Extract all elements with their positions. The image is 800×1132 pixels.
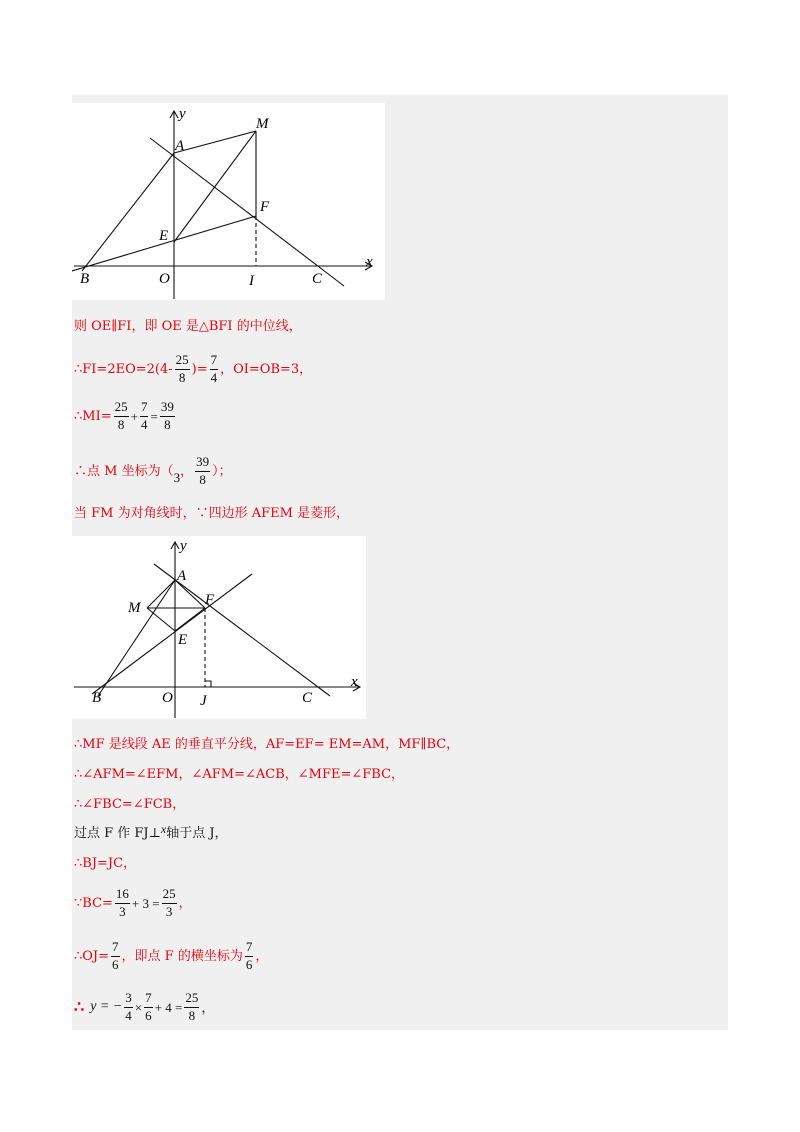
label-E: E [159,228,169,244]
line-8-text: ∴∠FBC=∠FCB， [74,797,186,812]
line-9-pre: 过点 F 作 FJ⊥ [74,826,161,841]
label-O: O [159,271,170,287]
fraction: $\frac{3}{4}$ [125,990,132,1023]
label-E: E [178,632,188,648]
label-A: A [175,138,185,154]
label-y: y [179,106,186,122]
label-C: C [312,271,323,287]
plus-sign: + [130,408,138,424]
fraction: $\frac{7}{6}$ [245,939,253,972]
segment-EM [174,131,256,242]
line-BF-extended [92,574,252,694]
line-6-text: ∴MF 是线段 AE 的垂直平分线，AF=EF= EM=AM，MF∥BC， [74,737,460,752]
fraction: $\frac{39}{8}$ [160,399,174,432]
figure-2-svg [72,536,366,719]
plus-four-equals: + 4 = [154,999,183,1015]
line-12-pre: ∴OJ= [74,948,110,964]
equals-sign: = [150,408,158,424]
fraction: $\frac{7}{4}$ [210,352,218,385]
x-var: x [160,821,167,836]
text-line-11 [74,887,192,920]
label-I: I [249,273,254,289]
text-line-10 [74,857,136,870]
label-y: y [180,538,187,554]
fraction: $\frac{16}{3}$ [115,886,129,919]
fraction: $\frac{7}{4}$ [140,399,148,432]
coord-x: 3 [173,469,181,485]
line-BA [82,153,174,271]
label-O: O [162,690,173,706]
line-2-post: ，OI=OB=3， [220,361,313,377]
text-line-5 [74,507,349,520]
figure-2 [72,536,366,719]
line-5-text: 当 FM 为对角线时，∵四边形 AFEM 是菱形， [74,506,350,521]
times-sign: × [134,999,143,1015]
label-x: x [366,254,373,270]
figure-1 [72,103,385,300]
line-11-post: ， [178,895,192,911]
label-J: J [200,693,207,709]
line-4-pre: ∴点 M 坐标为（ [74,463,174,479]
line-11-pre: ∵BC= [74,895,113,911]
line-10-text: ∴BJ=JC， [74,856,137,871]
fraction: $\frac{7}{6}$ [145,990,152,1023]
segment-ME [147,608,175,631]
segment-AM [174,131,256,153]
line-9-post: 轴于点 J， [166,826,228,841]
text-line-1 [74,320,302,333]
label-C: C [302,690,313,706]
label-B: B [80,271,90,287]
coord-sep: ， [180,463,194,479]
line-3-pre: ∴MI= [74,408,112,424]
line-12-post: ， [255,948,269,964]
line-4-post: ）； [212,463,232,479]
text-line-12 [74,940,268,973]
segment-EF [175,608,205,631]
plus-three-equals: + 3 = [131,895,160,911]
segment-MA [147,580,175,608]
text-line-2 [74,353,312,386]
label-A: A [177,568,187,584]
line-2-mid: )= [191,361,208,377]
line-13-post: ， [201,999,215,1015]
line-12-mid: ，即点 F 的横坐标为 [121,948,243,964]
fraction: $\frac{7}{6}$ [112,939,119,972]
text-line-7 [74,768,404,781]
text-line-8 [74,798,185,811]
label-M: M [256,116,269,132]
fraction: $\frac{39}{8}$ [196,454,210,487]
label-M: M [128,600,141,616]
right-angle-mark [205,681,211,687]
figure-1-svg [72,103,385,300]
fraction: $\frac{25}{3}$ [162,886,176,919]
text-line-3 [74,400,177,433]
label-F: F [205,592,215,608]
text-line-9 [74,821,228,841]
therefore-sign: ∴ [74,997,85,1017]
fraction: $\frac{25}{8}$ [185,990,199,1023]
segment-AF [175,580,205,608]
text-line-6 [74,738,459,751]
fraction: $\frac{25}{8}$ [175,352,189,385]
text-line-4 [74,455,232,488]
line-1-text: 则 OE∥FI，即 OE 是△BFI 的中位线， [74,319,302,334]
line-7-text: ∴∠AFM=∠EFM，∠AFM=∠ACB，∠MFE=∠FBC， [74,767,405,782]
line-BA [98,580,175,696]
fraction: $\frac{25}{8}$ [114,399,128,432]
text-line-13 [74,991,214,1024]
line-2-pre: ∴FI=2EO=2(4- [74,361,173,377]
label-F: F [260,199,270,215]
line-AC [150,138,344,286]
y-expression: y = − [90,999,123,1015]
label-B: B [92,690,102,706]
label-x: x [351,674,358,690]
